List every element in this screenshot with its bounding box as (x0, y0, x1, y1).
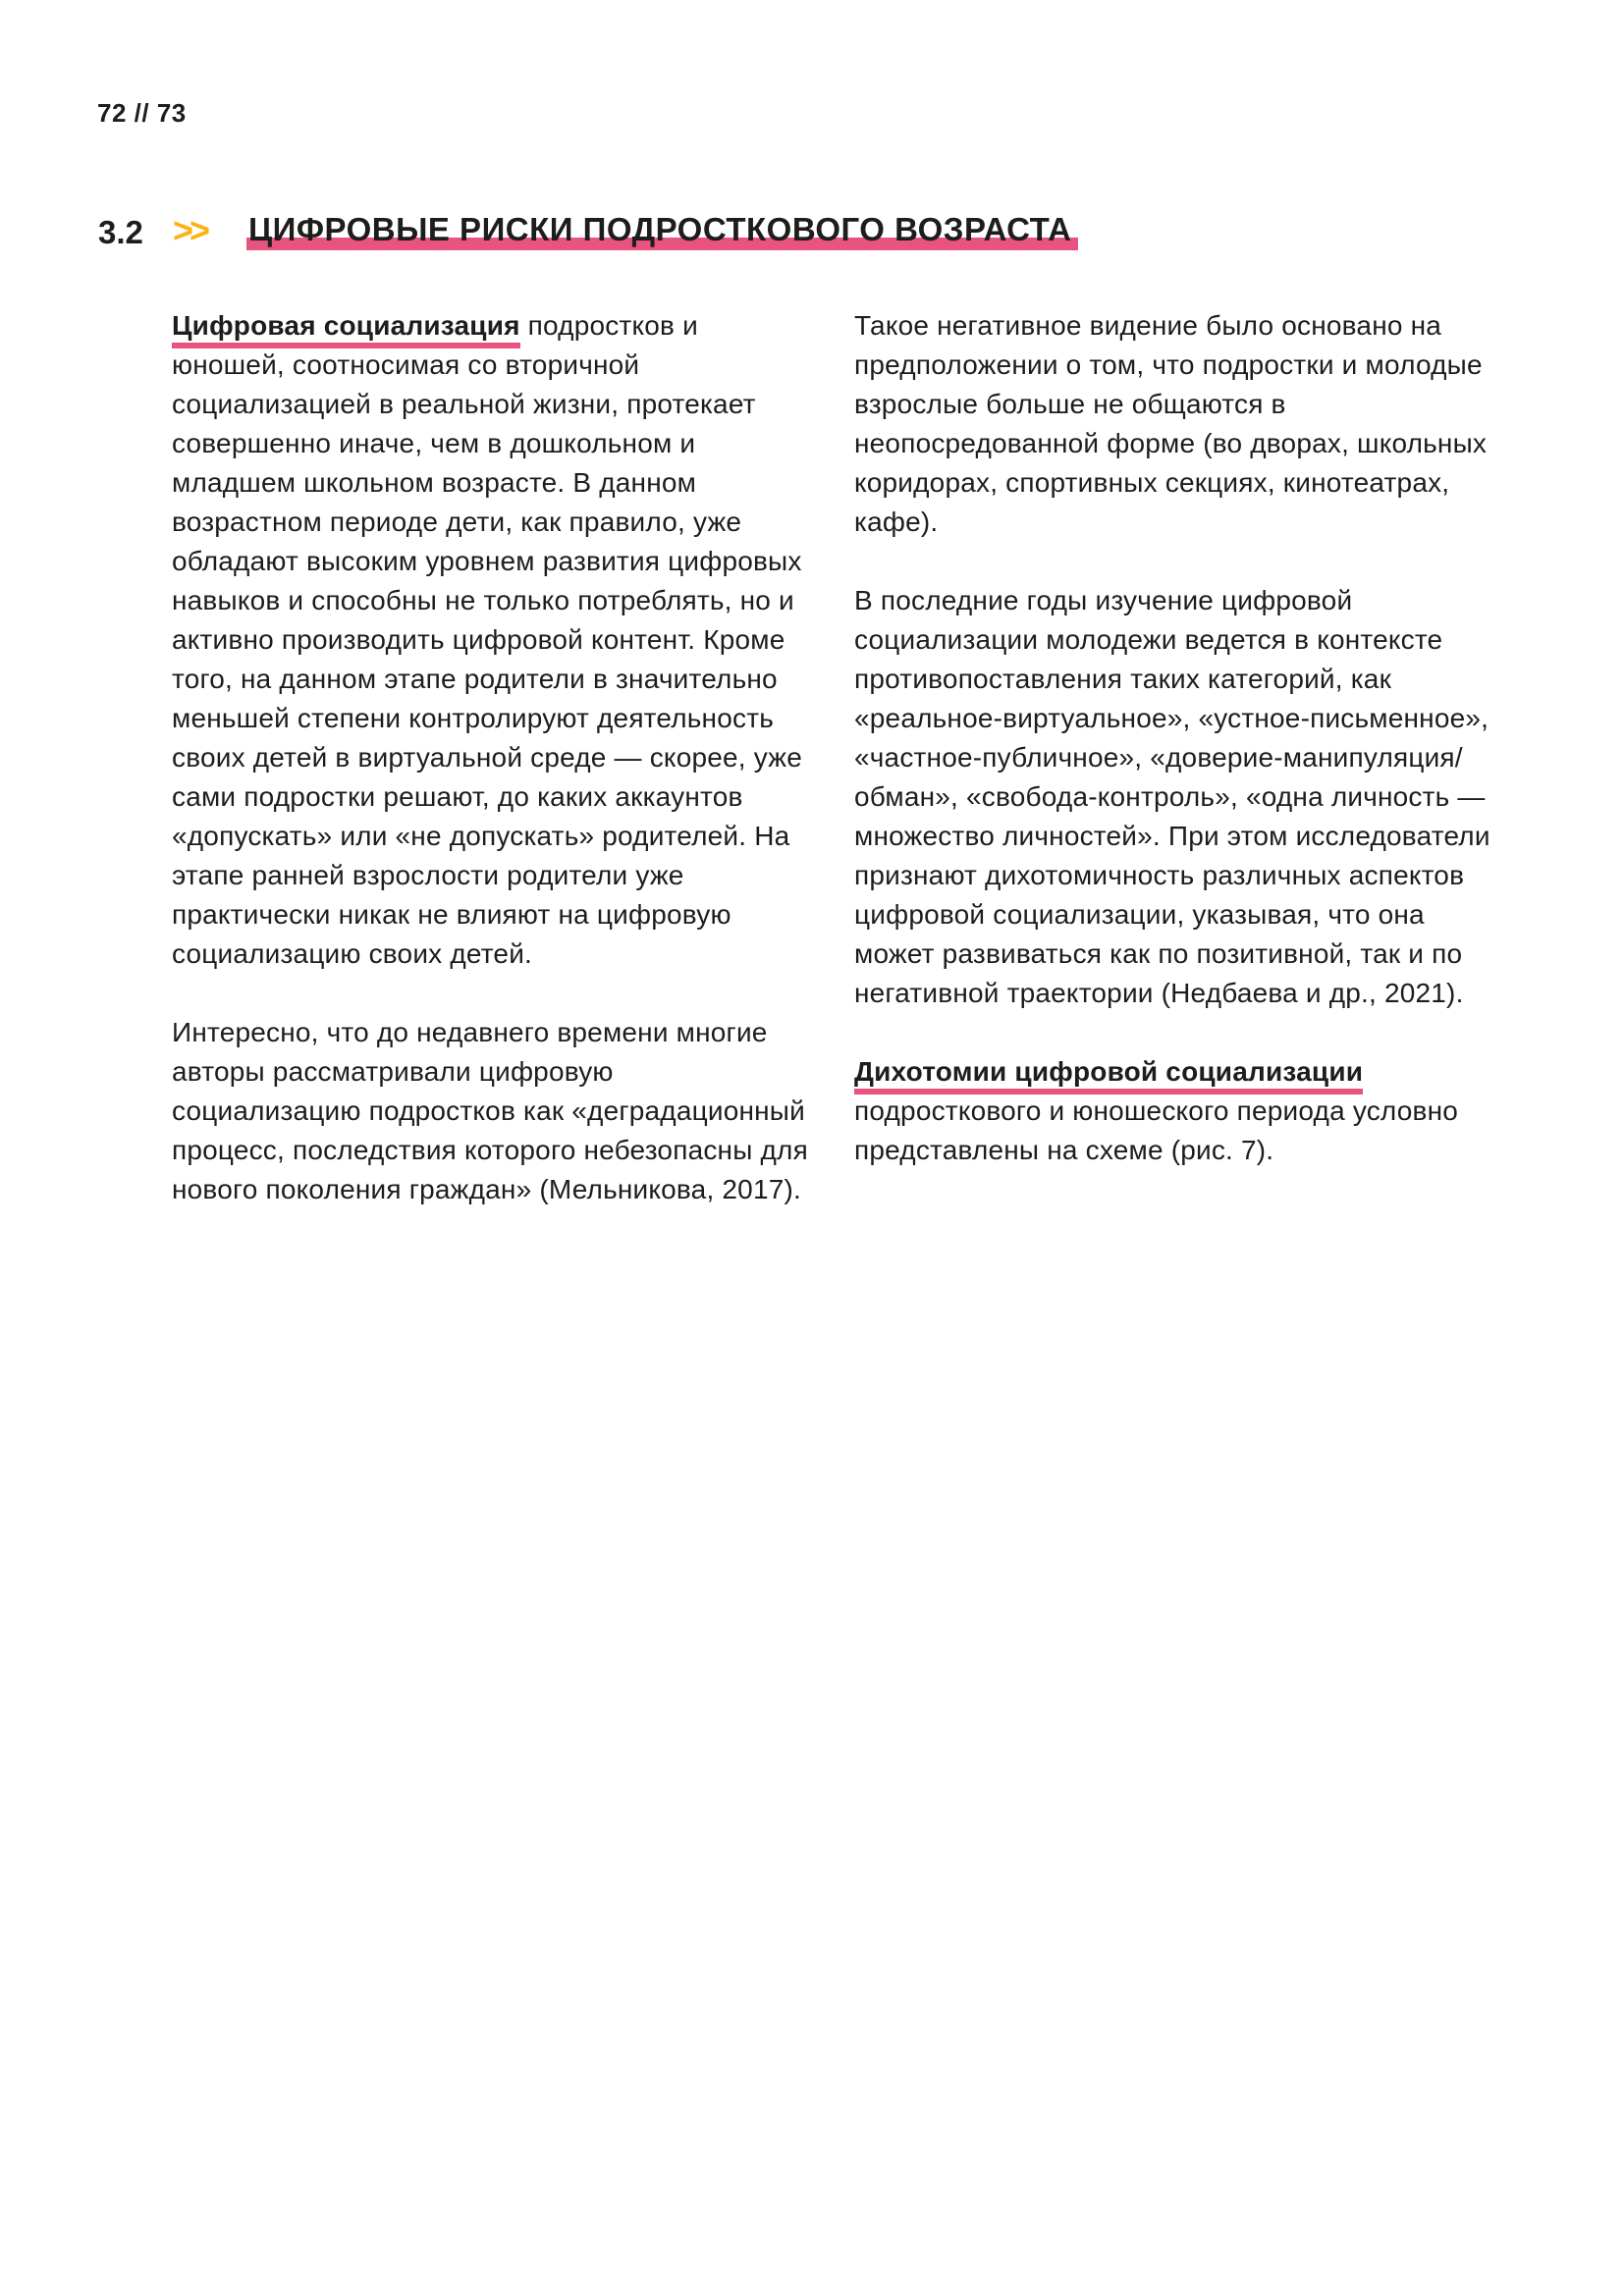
section-number: 3.2 (98, 214, 143, 250)
paragraph (172, 306, 808, 974)
paragraph-text: Такое негативное видение было основано на предположении о том, что подростки и молодые взрослые больше не общаются в неопосредованной форме (во дворах, школьных коридорах, спортивных секциях, кинотеатрах, кафе). (854, 310, 1488, 537)
paragraph (854, 1052, 1490, 1170)
left-column (172, 306, 808, 1249)
paragraph-text: подросткового и юношеского периода условно представлены на схеме (рис. 7). (854, 1095, 1459, 1165)
paragraph (172, 1013, 808, 1209)
section-title-text: ЦИФРОВЫЕ РИСКИ ПОДРОСТКОВОГО ВОЗРАСТА (248, 211, 1072, 247)
section-title (248, 212, 1072, 247)
lead-phrase: Дихотомии цифровой социализации (854, 1056, 1363, 1095)
paragraph-text: В последние годы изучение цифровой социализации молодежи ведется в контексте противопоставления таких категорий, как «реальное-виртуальное», «устное-письменное», «частное-публичное», «доверие-манипуляция/обман», «свобода-контроль», «одна личность — множество личностей». При этом исследователи признают дихотомичность различных аспектов цифровой социализации, указывая, что она может развиваться как по позитивной, так и по негативной траектории (Недбаева и др., 2021). (854, 585, 1490, 1008)
right-column (854, 306, 1490, 1209)
double-chevron-icon: >> (173, 210, 207, 250)
paragraph (854, 581, 1490, 1013)
paragraph (854, 306, 1490, 542)
paragraph-text: подростков и юношей, соотносимая со вторичной социализацией в реальной жизни, протекает совершенно иначе, чем в дошкольном и младшем школьном возрасте. В данном возрастном периоде дети, как правило, уже обладают высоким уровнем развития цифровых навыков и способны не только потреблять, но и активно производить цифровой контент. Кроме того, на данном этапе родители в значительно меньшей степени контролируют деятельность своих детей в виртуальной среде — скорее, уже сами подростки решают, до каких аккаунтов «допускать» или «не допускать» родителей. На этапе ранней взрослости родители уже практически никак не влияют на цифровую социализацию своих детей. (172, 310, 802, 969)
lead-phrase: Цифровая социализация (172, 310, 520, 348)
paragraph-text: Интересно, что до недавнего времени многие авторы рассматривали цифровую социализацию подростков как «деградационный процесс, последствия которого небезопасны для нового поколения граждан» (Мельникова, 2017). (172, 1017, 808, 1204)
section-header (0, 208, 1624, 257)
page-number: 72 // 73 (97, 98, 187, 128)
